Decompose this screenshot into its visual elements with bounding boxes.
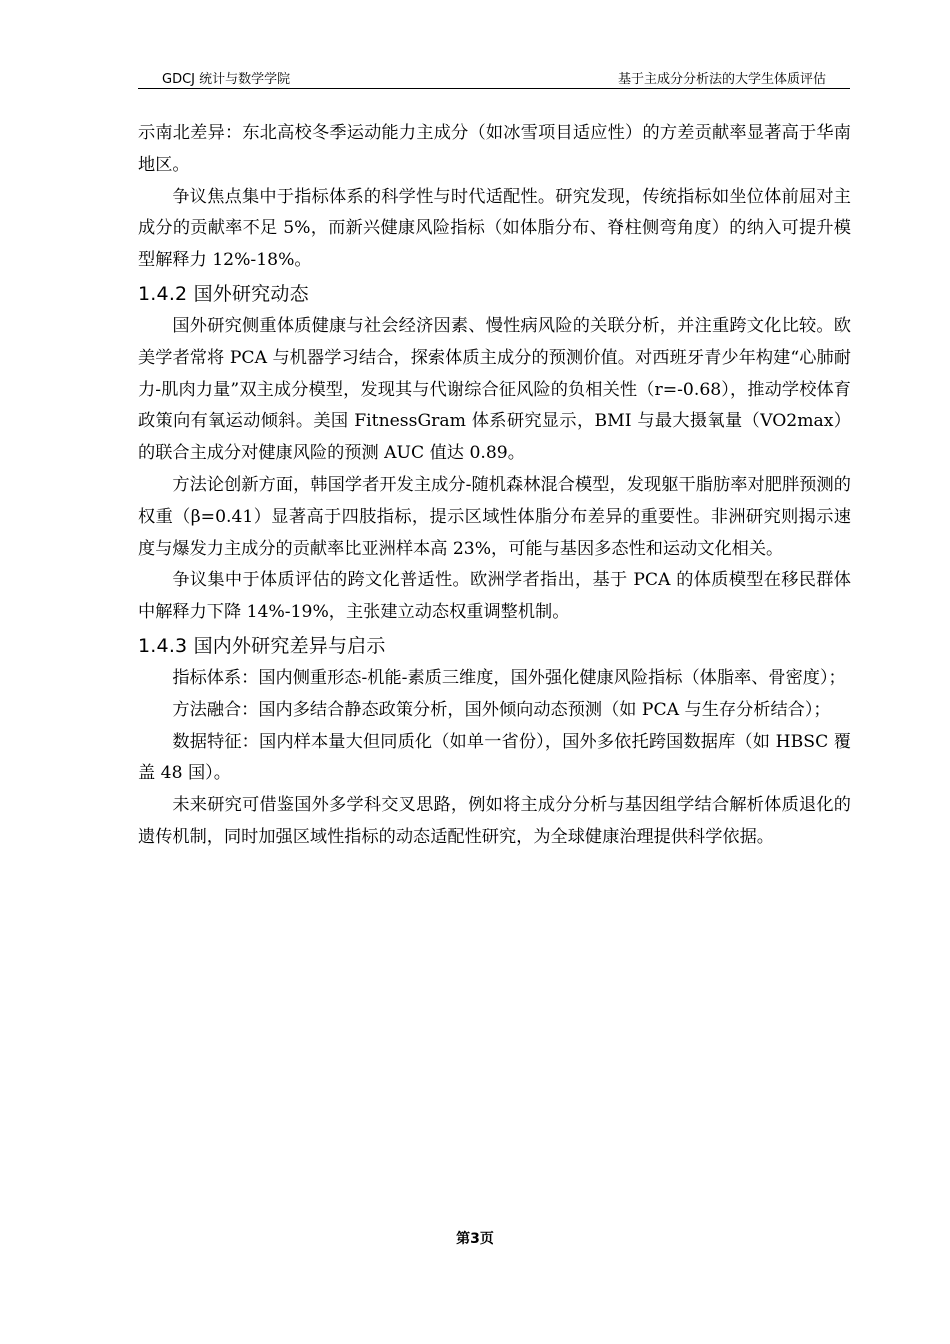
paragraph: 国外研究侧重体质健康与社会经济因素、慢性病风险的关联分析，并注重跨文化比较。欧美学者常将 PCA 与机器学习结合，探索体质主成分的预测价值。对西班牙青少年构建“心肺耐力-肌肉力量”双主成分模型，发现其与代谢综合征风险的负相关性（r=-0.68），推动学校体育政策向有氧运动倾斜。美国 FitnessGram 体系研究显示，BMI 与最大摄氧量（VO2max）的联合主成分对健康风险的预测 AUC 值达 0.89。: [138, 315, 851, 464]
paragraph: 争议集中于体质评估的跨文化普适性。欧洲学者指出，基于 PCA 的体质模型在移民群体中解释力下降 14%-19%，主张建立动态权重调整机制。: [138, 570, 851, 623]
header-left-text: GDCJ 统计与数学学院: [162, 72, 291, 87]
page-number: 第3页: [456, 1231, 494, 1247]
page-content: [138, 118, 851, 854]
paragraph-data-features: 数据特征：国内样本量大但同质化（如单一省份），国外多依托跨国数据库（如 HBSC 覆盖 48 国）。: [138, 731, 851, 784]
section-heading-1-4-3: 1.4.3 国内外研究差异与启示: [138, 634, 386, 657]
header-right-text: 基于主成分分析法的大学生体质评估: [617, 72, 826, 87]
paragraph-method-fusion: 方法融合：国内多结合静态政策分析，国外倾向动态预测（如 PCA 与生存分析结合）；: [172, 699, 831, 720]
paragraph: 未来研究可借鉴国外多学科交叉思路，例如将主成分分析与基因组学结合解析体质退化的遗传机制，同时加强区域性指标的动态适配性研究，为全球健康治理提供科学依据。: [138, 795, 851, 847]
paragraph-indicator-system: 指标体系：国内侧重形态-机能-素质三维度，国外强化健康风险指标（体脂率、骨密度）；: [172, 667, 846, 688]
paragraph: 争议焦点集中于指标体系的科学性与时代适配性。研究发现，传统指标如坐位体前屈对主成分的贡献率不足 5%，而新兴健康风险指标（如体脂分布、脊柱侧弯角度）的纳入可提升模型解释力 12%-18%。: [138, 186, 851, 271]
page-header: [138, 66, 850, 89]
section-heading-1-4-2: 1.4.2 国外研究动态: [138, 282, 309, 305]
paragraph: 方法论创新方面，韩国学者开发主成分-随机森林混合模型，发现躯干脂肪率对肥胖预测的权重（β=0.41）显著高于四肢指标，提示区域性体脂分布差异的重要性。非洲研究则揭示速度与爆发力主成分的贡献率比亚洲样本高 23%，可能与基因多态性和运动文化相关。: [138, 474, 851, 559]
paragraph-continuation: 示南北差异：东北高校冬季运动能力主成分（如冰雪项目适应性）的方差贡献率显著高于华南地区。: [138, 123, 851, 175]
